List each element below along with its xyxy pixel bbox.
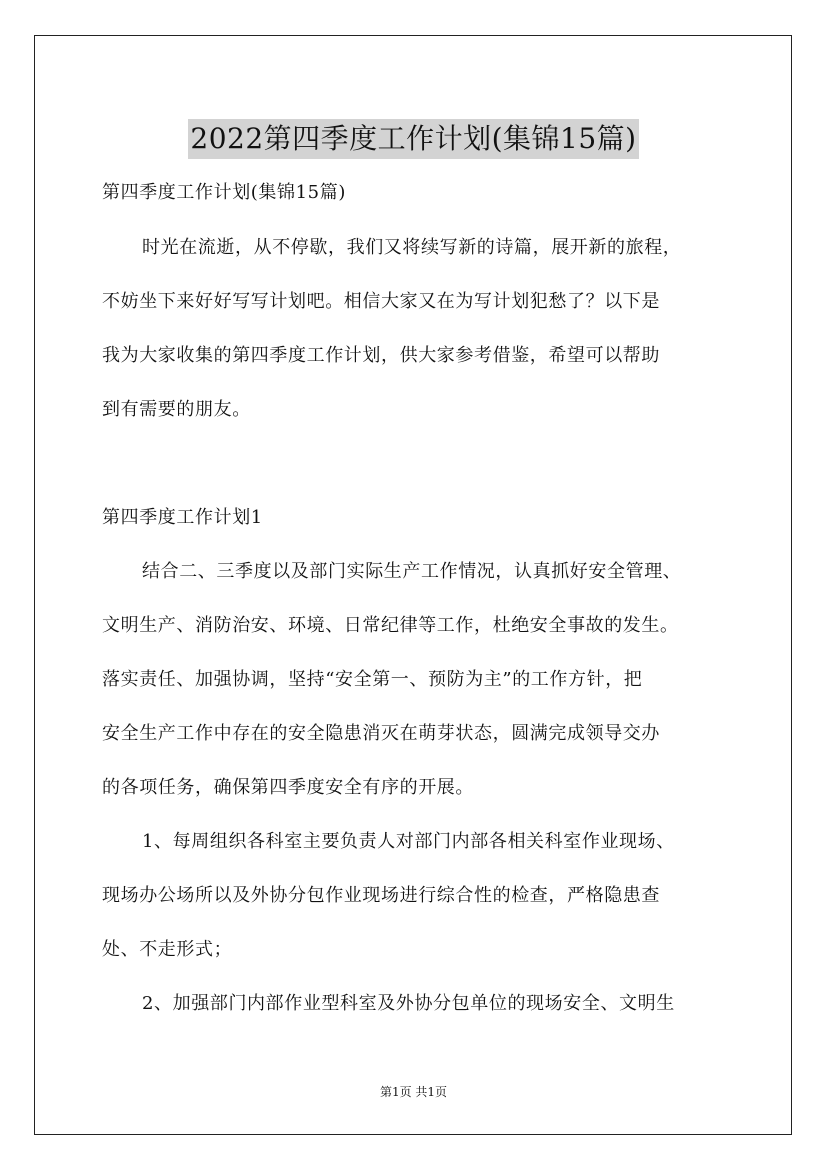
page-footer: 第1页 共1页	[379, 1085, 448, 1099]
list-item-line: 1、每周组织各科室主要负责人对部门内部各相关科室作业现场、	[142, 831, 675, 852]
list-item-line: 2、加强部门内部作业型科室及外协分包单位的现场安全、文明生	[142, 993, 675, 1014]
title-container	[0, 100, 827, 178]
list-item-line: 现场办公场所以及外协分包作业现场进行综合性的检查，严格隐患查	[102, 885, 660, 906]
paragraph-line: 安全生产工作中存在的安全隐患消灭在萌芽状态，圆满完成领导交办	[102, 723, 660, 744]
document-title: 2022第四季度工作计划(集锦15篇)	[188, 119, 638, 159]
list-item-line: 处、不走形式；	[102, 939, 233, 960]
paragraph-line: 文明生产、消防治安、环境、日常纪律等工作，杜绝安全事故的发生。	[102, 615, 679, 636]
subtitle-line: 第四季度工作计划(集锦15篇)	[102, 182, 346, 203]
paragraph-line: 结合二、三季度以及部门实际生产工作情况，认真抓好安全管理、	[142, 561, 682, 582]
paragraph-line: 到有需要的朋友。	[102, 399, 251, 420]
paragraph-line: 时光在流逝，从不停歇，我们又将续写新的诗篇，展开新的旅程，	[142, 237, 682, 258]
paragraph-line: 不妨坐下来好好写写计划吧。相信大家又在为写计划犯愁了？以下是	[102, 291, 660, 312]
paragraph-line: 的各项任务，确保第四季度安全有序的开展。	[102, 777, 474, 798]
section-heading: 第四季度工作计划1	[102, 507, 263, 528]
paragraph-line: 落实责任、加强协调，坚持“安全第一、预防为主”的工作方针，把	[102, 669, 643, 690]
paragraph-line: 我为大家收集的第四季度工作计划，供大家参考借鉴，希望可以帮助	[102, 345, 660, 366]
